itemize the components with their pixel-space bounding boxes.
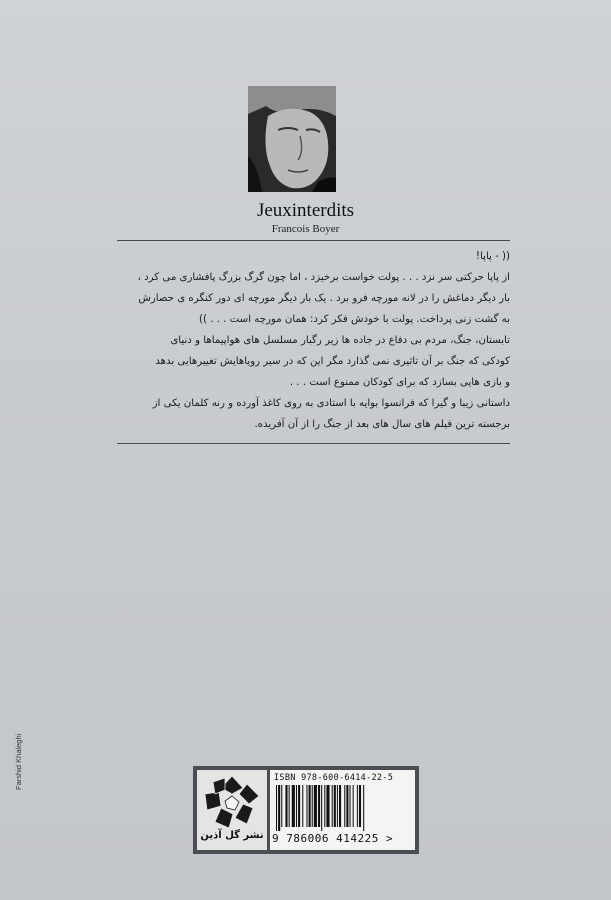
isbn-label: ISBN 978-600-6414-22-5 xyxy=(274,773,394,783)
barcode xyxy=(270,770,415,850)
designer-credit: Farshid Khaleghi xyxy=(14,733,23,790)
author-portrait xyxy=(248,86,336,192)
book-title: Jeuxinterdits xyxy=(256,200,355,221)
publisher-name: نشر گل آذین xyxy=(200,830,264,841)
author-portrait-image xyxy=(248,86,336,192)
blurb-line: کودکی که جنگ بر آن تاثیری نمی گذارد مگر این که در سیر رویاهایش تغییرهایی بدهد xyxy=(155,356,510,367)
blurb-line: (( - پاپا! xyxy=(475,251,510,262)
barcode-bars xyxy=(274,785,408,831)
blurb-line: بار دیگر دماغش را در لانه مورچه فرو برد . یک بار دیگر مورچه ای دور کنگره ی حصارش xyxy=(138,293,510,304)
blurb-line: از پاپا حرکتی سر نزد . . . پولت خواست برخیزد ، اما چون گرگ بزرگ پافشاری می کرد ، xyxy=(137,272,510,283)
publisher-logo xyxy=(197,770,267,850)
blurb-line: به گشت زنی پرداخت. پولت با خودش فکر کرد: همان مورچه است . . . )) xyxy=(199,314,510,325)
blurb-line: و بازی هایی بسازد که برای کودکان ممنوع است . . . xyxy=(289,377,510,388)
blurb-line: تابستان، جنگ، مردم بی دفاع در جاده ها زیر رگبار مسلسل های هواپیماها و دنیای xyxy=(170,335,510,346)
blurb-text xyxy=(117,246,510,435)
blurb-line: برجسته ترین فیلم های سال های بعد از جنگ را از آن آفریده. xyxy=(254,419,510,430)
bottom-divider xyxy=(117,443,510,444)
blurb-line: داستانی زیبا و گیرا که فرانسوا بوایه با استادی به روی کاغذ آورده و رنه کلمان یکی از xyxy=(152,398,510,409)
ean-number: 9 786006 414225 > xyxy=(272,832,394,845)
book-author: Francois Boyer xyxy=(271,223,340,235)
top-divider xyxy=(117,240,510,241)
publisher-logo-icon xyxy=(203,774,261,830)
